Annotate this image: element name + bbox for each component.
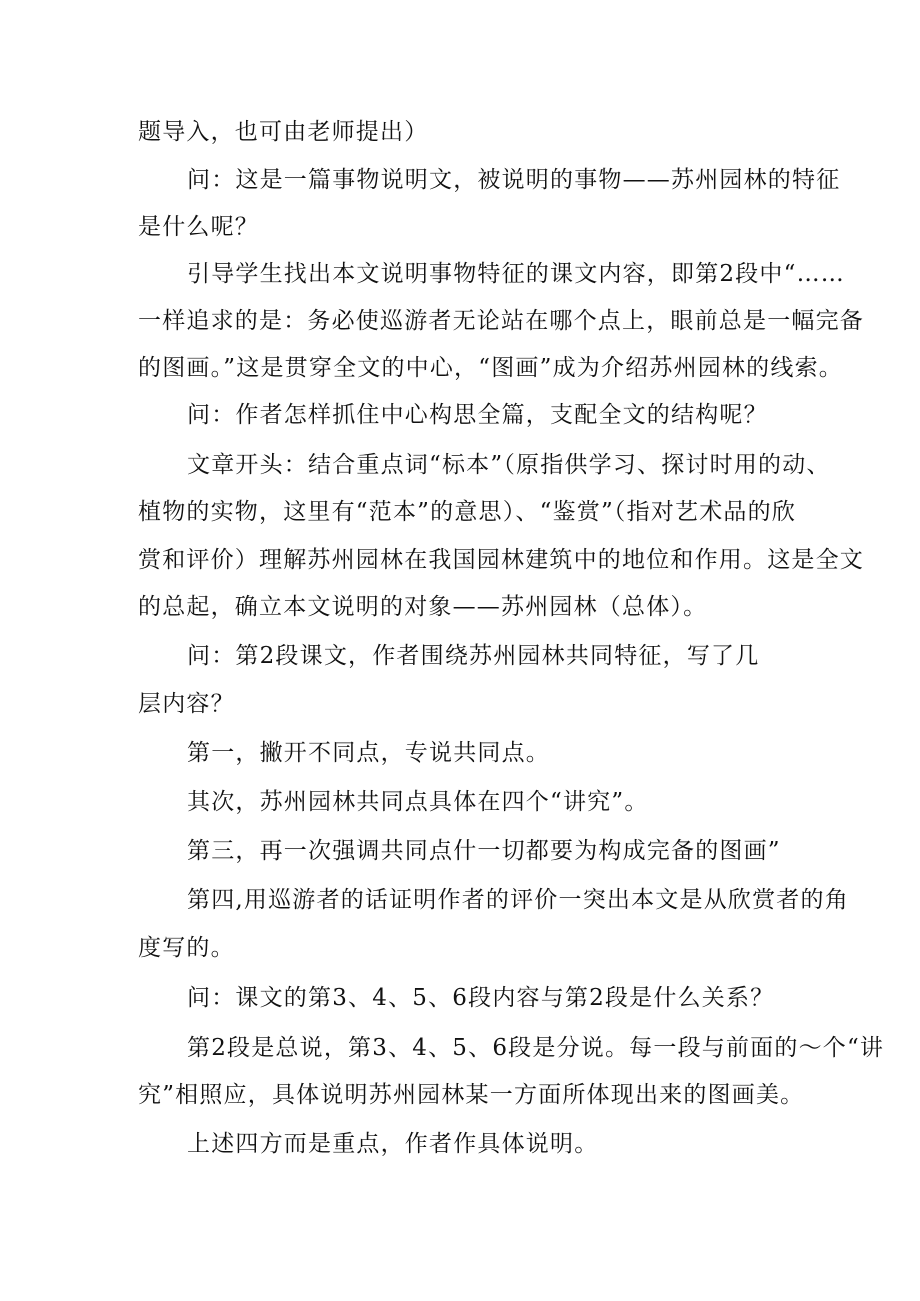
text-line-11: 的总起，确立本文说明的对象——苏州园林（总体）。 [138, 594, 708, 620]
text-line-16: 第三，再一次强调共同点什一切都要为构成完备的图画” [187, 838, 781, 864]
text-line-3: 是什么呢？ [138, 214, 259, 240]
text-line-13: 层内容？ [138, 691, 235, 717]
text-line-12: 问：第2段课文，作者围绕苏州园林共同特征，写了几 [187, 643, 760, 669]
text-line-6: 的图画。”这是贯穿全文的中心，“图画”成为介绍苏州园林的线索。 [138, 355, 843, 381]
text-line-14: 第一，撇开不同点，专说共同点。 [187, 740, 550, 766]
text-line-21: 究”相照应，具体说明苏州园林某一方面所体现出来的图画美。 [138, 1082, 805, 1108]
text-line-22: 上述四方而是重点，作者作具体说明。 [187, 1131, 599, 1157]
text-line-10: 赏和评价）理解苏州园林在我国园林建筑中的地位和作用。这是全文 [138, 547, 864, 573]
text-line-18: 度写的。 [138, 935, 235, 961]
text-line-1: 题导入，也可由老师提出） [138, 119, 429, 145]
text-line-7: 问：作者怎样抓住中心构思全篇，支配全文的结构呢？ [187, 402, 768, 428]
text-line-9: 植物的实物，这里有“范本”的意思）、“鉴赏”（指对艺术品的欣 [138, 499, 797, 525]
text-line-2: 问：这是一篇事物说明文，被说明的事物——苏州园林的特征 [187, 167, 841, 193]
text-line-17: 第四,用巡游者的话证明作者的评价一突出本文是从欣赏者的角 [187, 887, 849, 913]
text-line-8: 文章开头：结合重点词“标本”（原指供学习、探讨时用的动、 [187, 452, 831, 478]
text-line-15: 其次，苏州园林共同点具体在四个“讲究”。 [187, 789, 649, 815]
text-line-4: 引导学生找出本文说明事物特征的课文内容，即第2段中“…… [187, 261, 845, 287]
text-line-19: 问：课文的第3、4、5、6段内容与第2段是什么关系？ [187, 985, 775, 1011]
text-line-5: 一样追求的是：务必使巡游者无论站在哪个点上，眼前总是一幅完备 [138, 308, 864, 334]
text-line-20: 第2段是总说，第3、4、5、6段是分说。每一段与前面的～个“讲 [187, 1035, 885, 1061]
